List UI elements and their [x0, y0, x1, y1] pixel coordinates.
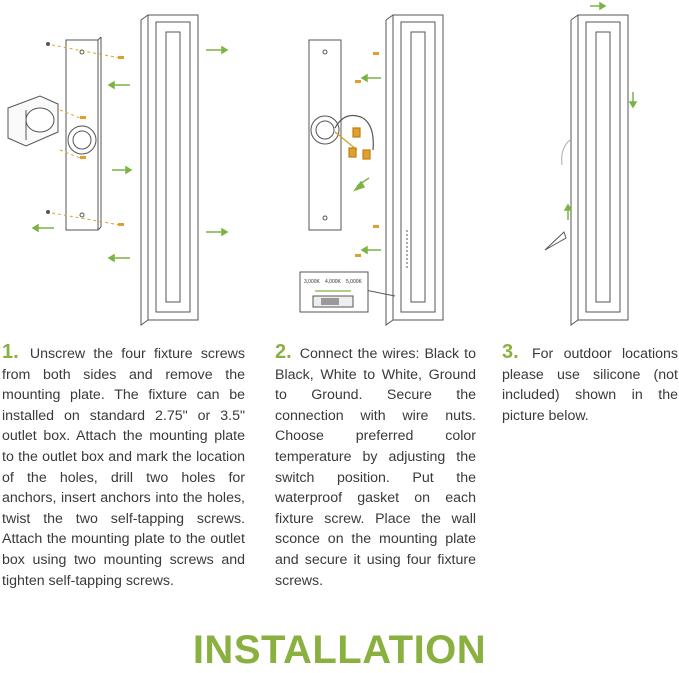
color-temperature-switch	[300, 272, 395, 312]
step-1-text: Unscrew the four fixture screws from both sides and remove the mounting plate. The fixture can be installed on standard 2.75" or 3.5" outlet box. Attach the mounting plate to the outlet box and mark the location of the holes, drill two holes for anchors, insert anchors into the holes, twist the two self-tapping screws. Attach the mounting plate to the outlet box using two mounting screws and tighten self-tapping screws.	[2, 346, 245, 589]
step-2-diagram	[245, 0, 475, 330]
step-2-instructions	[275, 342, 476, 591]
switch-label-4000k: 4,000K	[325, 279, 341, 285]
step-3-instructions	[502, 342, 678, 426]
wall-sconce-fixture	[562, 15, 628, 325]
step-2-number: 2.	[275, 341, 292, 363]
switch-label-5000k: 5,000K	[346, 279, 362, 285]
step-3-number: 3.	[502, 341, 519, 363]
outlet-box	[8, 96, 58, 146]
wall-sconce-fixture	[141, 15, 198, 325]
silicone-tube	[545, 232, 566, 250]
page-title: INSTALLATION	[192, 628, 487, 672]
step-1-diagram	[0, 0, 240, 330]
step-2-text: Connect the wires: Black to Black, White to White, Ground to Ground. Secure the connection with wire nuts. Choose preferred color temperature by adjusting the switch position. Put the waterproof gasket on each fixture screw. Place the wall sconce on the mounting plate and secure it using four fixture screws.	[275, 346, 477, 589]
mounting-plate	[66, 37, 101, 230]
switch-label-3000k: 3,000K	[304, 279, 320, 285]
mounting-plate	[309, 40, 341, 230]
wall-sconce-fixture	[386, 15, 443, 325]
step-1-instructions	[2, 342, 245, 591]
step-1-number: 1.	[2, 341, 19, 363]
step-3-diagram	[490, 0, 679, 330]
step-3-text: For outdoor locations please use silicone (not included) shown in the picture below.	[502, 346, 678, 424]
